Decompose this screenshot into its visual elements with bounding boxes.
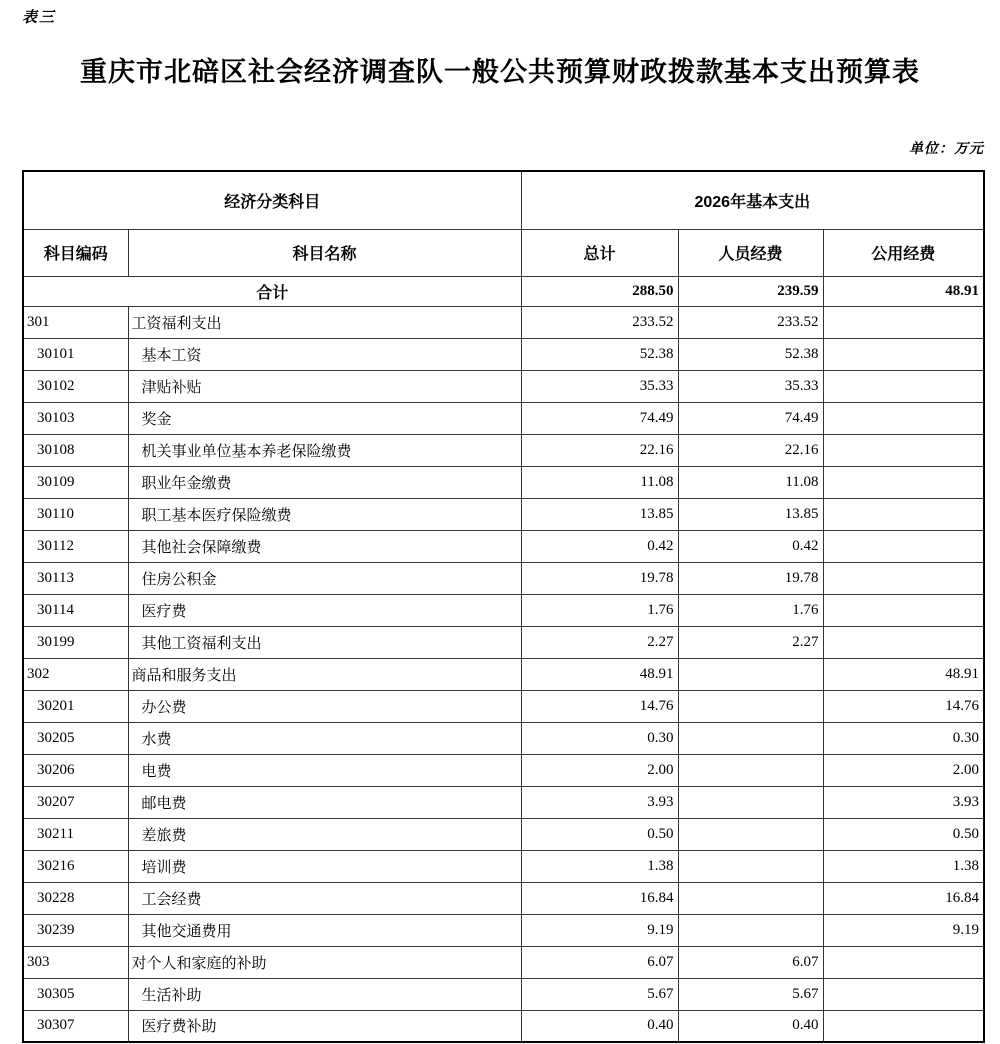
subject-code-cell: 30305	[23, 978, 128, 1010]
header-total: 总计	[521, 229, 678, 276]
subject-code-cell: 30108	[23, 434, 128, 466]
total-value-cell: 22.16	[521, 434, 678, 466]
subject-code-cell: 301	[23, 306, 128, 338]
total-value-cell: 1.76	[521, 594, 678, 626]
public-value-cell	[823, 466, 984, 498]
subject-code-cell: 30102	[23, 370, 128, 402]
total-value-cell: 0.30	[521, 722, 678, 754]
table-row	[23, 434, 984, 466]
subject-code-cell: 30109	[23, 466, 128, 498]
subject-name-cell: 差旅费	[128, 818, 521, 850]
table-row	[23, 978, 984, 1010]
table-row	[23, 530, 984, 562]
total-value-cell: 0.42	[521, 530, 678, 562]
total-value-cell: 6.07	[521, 946, 678, 978]
subject-code-cell: 303	[23, 946, 128, 978]
unit-note: 单位：万元	[909, 142, 984, 157]
subject-name-cell: 工资福利支出	[128, 306, 521, 338]
personnel-value-cell: 11.08	[678, 466, 823, 498]
subject-code-cell: 30113	[23, 562, 128, 594]
public-value-cell	[823, 562, 984, 594]
table-number-label: 表三	[22, 10, 57, 26]
personnel-value-cell: 0.42	[678, 530, 823, 562]
table-row	[23, 914, 984, 946]
subject-code-cell: 30206	[23, 754, 128, 786]
public-value-cell: 16.84	[823, 882, 984, 914]
personnel-value-cell: 19.78	[678, 562, 823, 594]
table-row	[23, 786, 984, 818]
subject-code-cell: 302	[23, 658, 128, 690]
total-value-cell: 0.50	[521, 818, 678, 850]
table-row	[23, 306, 984, 338]
subject-code-cell: 30114	[23, 594, 128, 626]
subject-code-cell: 30307	[23, 1010, 128, 1042]
total-value-cell: 48.91	[521, 658, 678, 690]
subject-name-cell: 职业年金缴费	[128, 466, 521, 498]
table-row	[23, 850, 984, 882]
personnel-value-cell	[678, 754, 823, 786]
public-value-cell: 48.91	[823, 658, 984, 690]
subject-name-cell: 医疗费补助	[128, 1010, 521, 1042]
public-value-cell	[823, 1010, 984, 1042]
header-group-row	[23, 171, 984, 229]
header-2026-basic-expenditure: 2026年基本支出	[521, 171, 984, 229]
table-row	[23, 626, 984, 658]
table-row	[23, 658, 984, 690]
subject-code-cell: 30103	[23, 402, 128, 434]
table-row	[23, 946, 984, 978]
header-economic-classification: 经济分类科目	[23, 171, 521, 229]
personnel-value-cell: 2.27	[678, 626, 823, 658]
subject-code-cell: 30216	[23, 850, 128, 882]
header-columns-row	[23, 229, 984, 276]
personnel-value-cell: 35.33	[678, 370, 823, 402]
personnel-value-cell	[678, 722, 823, 754]
personnel-value-cell: 0.40	[678, 1010, 823, 1042]
personnel-value-cell: 52.38	[678, 338, 823, 370]
subject-name-cell: 生活补助	[128, 978, 521, 1010]
public-value-cell	[823, 626, 984, 658]
public-value-cell: 1.38	[823, 850, 984, 882]
subject-name-cell: 住房公积金	[128, 562, 521, 594]
total-value-cell: 19.78	[521, 562, 678, 594]
subject-name-cell: 机关事业单位基本养老保险缴费	[128, 434, 521, 466]
total-value-cell: 74.49	[521, 402, 678, 434]
subject-code-cell: 30199	[23, 626, 128, 658]
public-value-cell: 3.93	[823, 786, 984, 818]
table-row	[23, 882, 984, 914]
personnel-value-cell: 5.67	[678, 978, 823, 1010]
public-value-cell: 2.00	[823, 754, 984, 786]
table-row	[23, 498, 984, 530]
personnel-value-cell	[678, 786, 823, 818]
header-public-funds: 公用经费	[823, 229, 984, 276]
table-row	[23, 594, 984, 626]
table-row	[23, 722, 984, 754]
personnel-value-cell	[678, 882, 823, 914]
personnel-value-cell	[678, 818, 823, 850]
personnel-value-cell: 233.52	[678, 306, 823, 338]
total-value-cell: 16.84	[521, 882, 678, 914]
personnel-value-cell: 13.85	[678, 498, 823, 530]
subject-code-cell: 30205	[23, 722, 128, 754]
subject-name-cell: 津贴补贴	[128, 370, 521, 402]
public-value-cell	[823, 434, 984, 466]
subject-name-cell: 办公费	[128, 690, 521, 722]
grand-total-personnel: 239.59	[678, 276, 823, 306]
table-row	[23, 754, 984, 786]
total-value-cell: 9.19	[521, 914, 678, 946]
table-row	[23, 690, 984, 722]
header-subject-code: 科目编码	[23, 229, 128, 276]
personnel-value-cell: 6.07	[678, 946, 823, 978]
total-value-cell: 0.40	[521, 1010, 678, 1042]
public-value-cell	[823, 594, 984, 626]
total-value-cell: 52.38	[521, 338, 678, 370]
personnel-value-cell	[678, 658, 823, 690]
public-value-cell	[823, 306, 984, 338]
subject-code-cell: 30239	[23, 914, 128, 946]
public-value-cell: 14.76	[823, 690, 984, 722]
grand-total-row	[23, 276, 984, 306]
page-title: 重庆市北碚区社会经济调查队一般公共预算财政拨款基本支出预算表	[80, 57, 920, 87]
public-value-cell	[823, 338, 984, 370]
subject-name-cell: 培训费	[128, 850, 521, 882]
public-value-cell: 0.30	[823, 722, 984, 754]
total-value-cell: 35.33	[521, 370, 678, 402]
subject-code-cell: 30211	[23, 818, 128, 850]
subject-name-cell: 奖金	[128, 402, 521, 434]
personnel-value-cell: 1.76	[678, 594, 823, 626]
budget-table	[22, 170, 985, 1043]
total-value-cell: 233.52	[521, 306, 678, 338]
subject-name-cell: 基本工资	[128, 338, 521, 370]
table-row	[23, 370, 984, 402]
subject-code-cell: 30101	[23, 338, 128, 370]
total-value-cell: 3.93	[521, 786, 678, 818]
public-value-cell	[823, 530, 984, 562]
table-row	[23, 466, 984, 498]
subject-code-cell: 30228	[23, 882, 128, 914]
public-value-cell	[823, 978, 984, 1010]
table-row	[23, 402, 984, 434]
public-value-cell	[823, 946, 984, 978]
subject-name-cell: 其他工资福利支出	[128, 626, 521, 658]
total-value-cell: 1.38	[521, 850, 678, 882]
header-subject-name: 科目名称	[128, 229, 521, 276]
subject-name-cell: 商品和服务支出	[128, 658, 521, 690]
total-value-cell: 13.85	[521, 498, 678, 530]
personnel-value-cell	[678, 914, 823, 946]
subject-name-cell: 水费	[128, 722, 521, 754]
table-header	[23, 171, 984, 276]
header-personnel-funds: 人员经费	[678, 229, 823, 276]
total-value-cell: 14.76	[521, 690, 678, 722]
subject-name-cell: 其他交通费用	[128, 914, 521, 946]
subject-name-cell: 邮电费	[128, 786, 521, 818]
subject-name-cell: 医疗费	[128, 594, 521, 626]
total-value-cell: 2.00	[521, 754, 678, 786]
table-row	[23, 818, 984, 850]
public-value-cell	[823, 498, 984, 530]
table-row	[23, 1010, 984, 1042]
total-value-cell: 11.08	[521, 466, 678, 498]
public-value-cell	[823, 370, 984, 402]
table-row	[23, 562, 984, 594]
subject-name-cell: 工会经费	[128, 882, 521, 914]
subject-code-cell: 30112	[23, 530, 128, 562]
grand-total-public: 48.91	[823, 276, 984, 306]
subject-name-cell: 其他社会保障缴费	[128, 530, 521, 562]
subject-code-cell: 30207	[23, 786, 128, 818]
grand-total-label: 合计	[23, 276, 521, 306]
public-value-cell: 9.19	[823, 914, 984, 946]
personnel-value-cell	[678, 850, 823, 882]
table-row	[23, 338, 984, 370]
personnel-value-cell: 22.16	[678, 434, 823, 466]
total-value-cell: 5.67	[521, 978, 678, 1010]
public-value-cell: 0.50	[823, 818, 984, 850]
personnel-value-cell: 74.49	[678, 402, 823, 434]
subject-name-cell: 电费	[128, 754, 521, 786]
subject-name-cell: 对个人和家庭的补助	[128, 946, 521, 978]
subject-code-cell: 30110	[23, 498, 128, 530]
table-body	[23, 276, 984, 1042]
subject-name-cell: 职工基本医疗保险缴费	[128, 498, 521, 530]
public-value-cell	[823, 402, 984, 434]
subject-code-cell: 30201	[23, 690, 128, 722]
total-value-cell: 2.27	[521, 626, 678, 658]
personnel-value-cell	[678, 690, 823, 722]
grand-total-total: 288.50	[521, 276, 678, 306]
